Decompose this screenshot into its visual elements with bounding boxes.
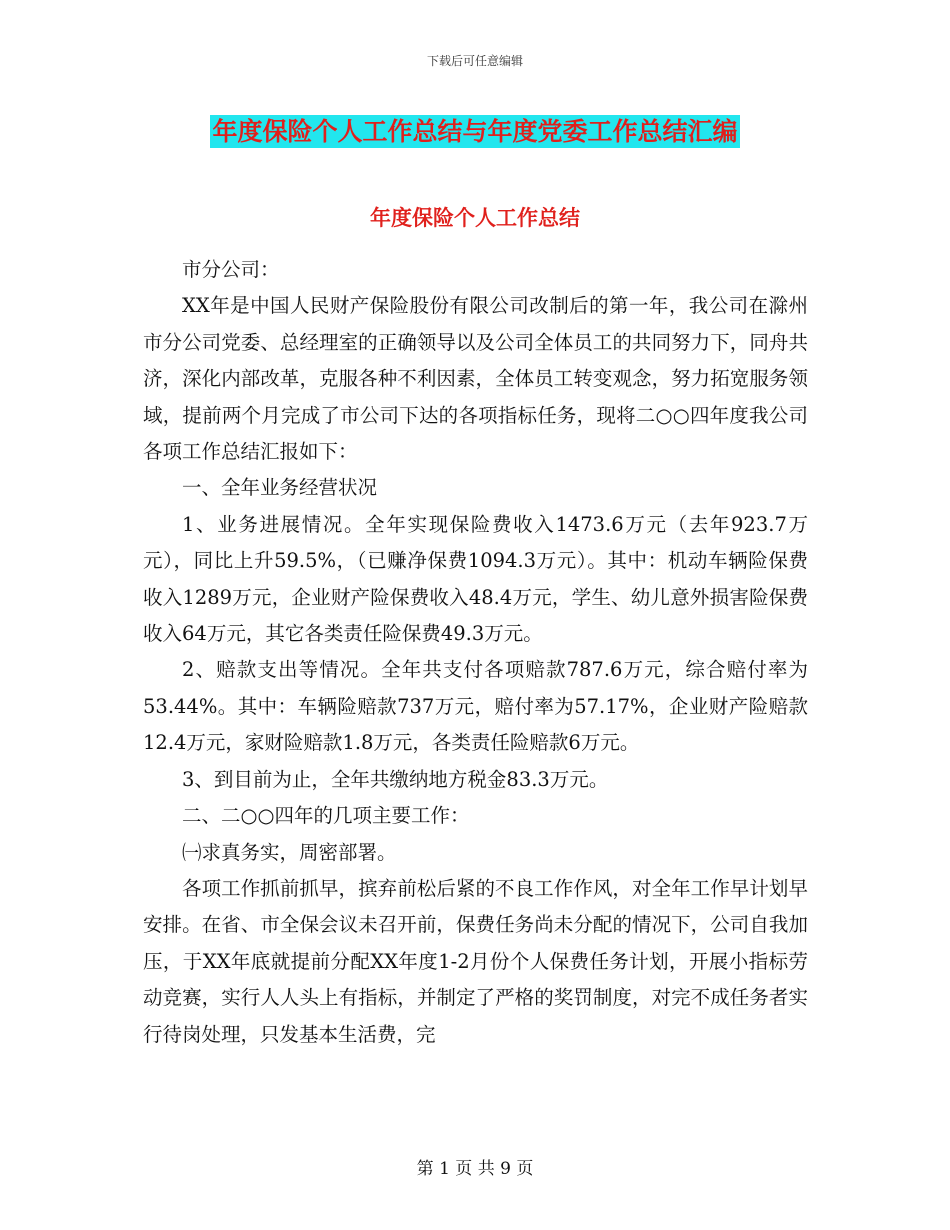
body-text	[143, 252, 808, 1053]
salutation: 市分公司：	[182, 258, 280, 281]
paragraph: 3、到目前为止，全年共缴纳地方税金83.3万元。	[182, 767, 609, 791]
paragraph: 1、业务进展情况。全年实现保险费收入1473.6万元（去年923.7万元），同比上升59.5%，（已赚净保费1094.3万元）。其中：机动车辆险保费收入1289万元，企业财产险保费收入48.4万元，学生、幼儿意外损害险保费收入64万元，其它各类责任险保费49.3万元。	[143, 512, 808, 646]
section-heading: 二、二○○四年的几项主要工作：	[182, 804, 470, 828]
section-heading: 一、全年业务经营状况	[182, 476, 378, 500]
paragraph: 各项工作抓前抓早，摈弃前松后紧的不良工作作风，对全年工作早计划早安排。在省、市全保会议未召开前，保费任务尚未分配的情况下，公司自我加压，于XX年底就提前分配XX年度1-2月份个人保费任务计划，开展小指标劳动竞赛，实行人人头上有指标，并制定了严格的奖罚制度，对完不成任务者实行待岗处理，只发基本生活费，完	[143, 876, 808, 1046]
subsection-heading: ㈠求真务实，周密部署。	[182, 840, 397, 864]
paragraph: XX年是中国人民财产保险股份有限公司改制后的第一年，我公司在滁州市分公司党委、总经理室的正确领导以及公司全体员工的共同努力下，同舟共济，深化内部改革，克服各种不利因素，全体员工转变观念，努力拓宽服务领域，提前两个月完成了市公司下达的各项指标任务，现将二○○四年度我公司各项工作总结汇报如下：	[143, 294, 808, 464]
header-note: 下载后可任意编辑	[426, 54, 523, 68]
page-footer: 第 1 页 共 9 页	[416, 1159, 534, 1179]
paragraph: 2、赔款支出等情况。全年共支付各项赔款787.6万元，综合赔付率为53.44%。其中：车辆险赔款737万元，赔付率为57.17%，企业财产险赔款12.4万元，家财险赔款1.8万元，各类责任险赔款6万元。	[143, 658, 808, 755]
main-title	[0, 112, 950, 148]
main-title-text: 年度保险个人工作总结与年度党委工作总结汇编	[212, 117, 738, 146]
section-title: 年度保险个人工作总结	[370, 205, 580, 230]
